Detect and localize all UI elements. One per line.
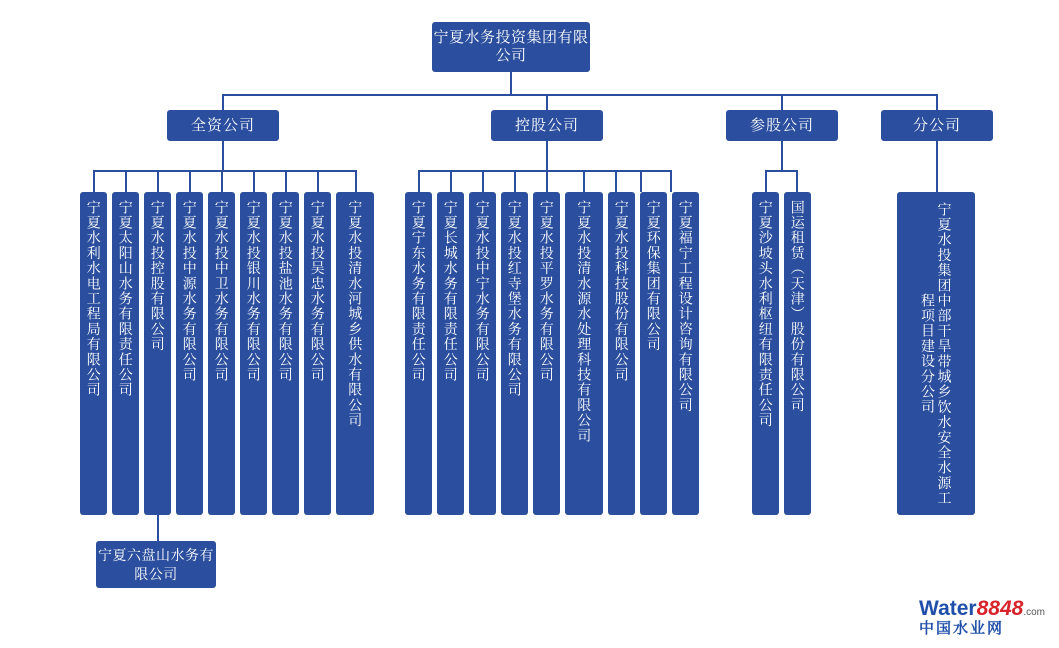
- leaf-label-g1-8: 宁夏福宁工程设计咨询有限公司: [677, 200, 694, 413]
- watermark-brand-number: 8848: [976, 597, 1024, 620]
- category-node-participating: [726, 110, 838, 141]
- sub-node-label: 宁夏六盘山水务有限公司: [98, 547, 214, 582]
- connector-cat1-drop-1: [450, 170, 452, 192]
- leaf-label-g0-8: 宁夏水投清水河城乡供水有限公司: [347, 200, 364, 428]
- category-label-1: 控股公司: [514, 116, 579, 134]
- leaf-label-g1-7: 宁夏环保集团有限公司: [645, 200, 662, 352]
- leaf-label-g0-6: 宁夏水投盐池水务有限公司: [277, 200, 294, 383]
- connector-cat1-drop-8: [670, 170, 672, 192]
- connector-cat0-down: [222, 141, 224, 170]
- leaf-node-g1-2: [469, 192, 496, 515]
- connector-cat2-drop-0: [765, 170, 767, 192]
- leaf-node-g0-2: [144, 192, 171, 515]
- leaf-label-g3-0: 宁夏水投集团中部干旱带城乡饮水安全水源工程项目建设分公司: [920, 201, 953, 506]
- connector-cat1-drop-6: [615, 170, 617, 192]
- root-node-label: 宁夏水务投资集团有限公司: [433, 29, 589, 64]
- category-node-holding: [491, 110, 603, 141]
- leaf-node-g1-3: [501, 192, 528, 515]
- connector-cat0-drop-5: [253, 170, 255, 192]
- root-node: [432, 22, 590, 72]
- leaf-node-g0-3: [176, 192, 203, 515]
- leaf-label-g0-0: 宁夏水利水电工程局有限公司: [85, 200, 102, 398]
- connector-to-cat-2: [781, 94, 783, 110]
- connector-cat0-drop-1: [125, 170, 127, 192]
- leaf-label-g1-2: 宁夏水投中宁水务有限公司: [474, 200, 491, 383]
- leaf-label-g2-0: 宁夏沙坡头水利枢纽有限责任公司: [757, 200, 774, 428]
- connector-cat0-drop-8: [355, 170, 357, 192]
- leaf-label-g1-4: 宁夏水投平罗水务有限公司: [538, 200, 555, 383]
- leaf-node-g0-4: [208, 192, 235, 515]
- leaf-label-g2-1: 国运租赁（天津）股份有限公司: [789, 200, 806, 413]
- watermark-brand: [919, 598, 1045, 619]
- connector-cat1-down: [546, 141, 548, 170]
- connector-cat1-bus: [418, 170, 671, 172]
- connector-g0-sub: [157, 515, 159, 541]
- connector-to-cat-0: [222, 94, 224, 110]
- leaf-label-g0-2: 宁夏水投控股有限公司: [149, 200, 166, 352]
- connector-cat1-drop-5: [583, 170, 585, 192]
- watermark-brand-cn: 中国水业网: [919, 620, 1005, 637]
- sub-node-liupanshan: [96, 541, 216, 588]
- connector-cat1-drop-4: [546, 170, 548, 192]
- leaf-label-g1-5: 宁夏水投清水源水处理科技有限公司: [576, 200, 593, 444]
- category-node-wholly-owned: [167, 110, 279, 141]
- watermark-brand-tld: .com: [1023, 607, 1045, 618]
- category-label-3: 分公司: [912, 116, 961, 134]
- watermark: [919, 598, 1045, 638]
- connector-cat3-down: [936, 141, 938, 192]
- leaf-node-g3-0: [897, 192, 975, 515]
- connector-cat2-down: [781, 141, 783, 170]
- leaf-node-g0-1: [112, 192, 139, 515]
- leaf-node-g1-0: [405, 192, 432, 515]
- leaf-label-g0-5: 宁夏水投银川水务有限公司: [245, 200, 262, 383]
- watermark-brand-word: Water: [919, 597, 977, 620]
- category-node-branch: [881, 110, 993, 141]
- connector-top-bus: [222, 94, 938, 96]
- connector-cat1-drop-2: [482, 170, 484, 192]
- connector-cat0-drop-4: [221, 170, 223, 192]
- leaf-node-g1-6: [608, 192, 635, 515]
- leaf-node-g0-5: [240, 192, 267, 515]
- leaf-node-g0-8: [336, 192, 374, 515]
- leaf-label-g0-7: 宁夏水投吴忠水务有限公司: [309, 200, 326, 383]
- leaf-label-g1-6: 宁夏水投科技股份有限公司: [613, 200, 630, 383]
- leaf-node-g0-7: [304, 192, 331, 515]
- leaf-label-g0-4: 宁夏水投中卫水务有限公司: [213, 200, 230, 383]
- connector-cat0-drop-3: [189, 170, 191, 192]
- leaf-node-g0-6: [272, 192, 299, 515]
- connector-to-cat-3: [936, 94, 938, 110]
- connector-cat0-drop-0: [93, 170, 95, 192]
- category-label-2: 参股公司: [749, 116, 814, 134]
- connector-cat1-drop-3: [514, 170, 516, 192]
- leaf-node-g2-0: [752, 192, 779, 515]
- leaf-label-g0-3: 宁夏水投中源水务有限公司: [181, 200, 198, 383]
- connector-cat1-drop-7: [640, 170, 642, 192]
- leaf-node-g1-7: [640, 192, 667, 515]
- leaf-node-g1-5: [565, 192, 603, 515]
- leaf-node-g1-8: [672, 192, 699, 515]
- connector-cat0-drop-7: [317, 170, 319, 192]
- leaf-node-g1-1: [437, 192, 464, 515]
- connector-cat1-drop-0: [418, 170, 420, 192]
- leaf-label-g1-1: 宁夏长城水务有限责任公司: [442, 200, 459, 383]
- category-label-0: 全资公司: [190, 116, 255, 134]
- leaf-node-g0-0: [80, 192, 107, 515]
- connector-cat2-drop-1: [796, 170, 798, 192]
- connector-root-down: [510, 72, 512, 94]
- connector-cat2-bus: [765, 170, 798, 172]
- leaf-node-g2-1: [784, 192, 811, 515]
- leaf-label-g1-3: 宁夏水投红寺堡水务有限公司: [506, 200, 523, 398]
- connector-to-cat-1: [546, 94, 548, 110]
- leaf-node-g1-4: [533, 192, 560, 515]
- leaf-label-g0-1: 宁夏太阳山水务有限责任公司: [117, 200, 134, 398]
- leaf-label-g1-0: 宁夏宁东水务有限责任公司: [410, 200, 427, 383]
- connector-cat0-drop-2: [157, 170, 159, 192]
- connector-cat0-drop-6: [285, 170, 287, 192]
